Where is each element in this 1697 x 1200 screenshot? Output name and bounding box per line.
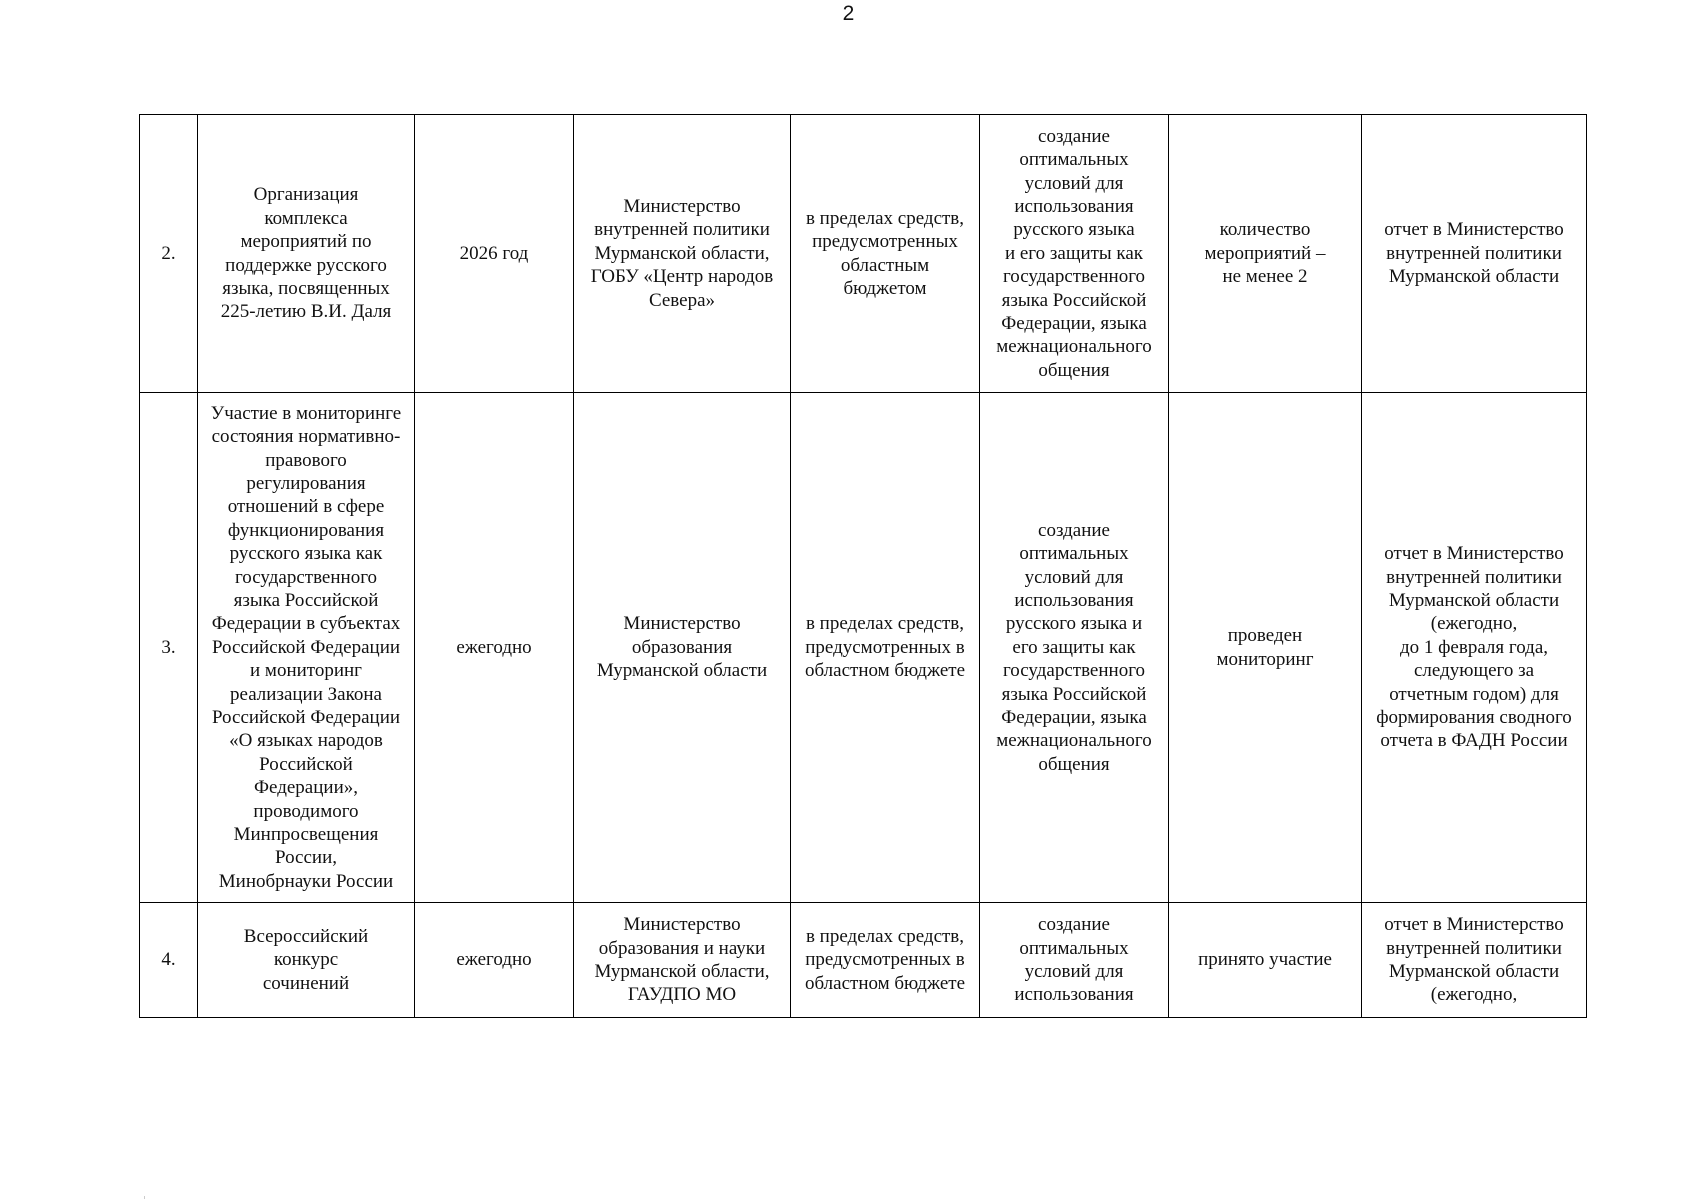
cell-report-form: отчет в Министерство внутренней политики Мурманской области (ежегодно,: [1362, 903, 1587, 1018]
cell-expected-result: создание оптимальных условий для использования русского языка и его защиты как государственного языка Российской Федерации, языка межнационального общения: [980, 115, 1169, 393]
cell-term: 2026 год: [415, 115, 574, 393]
cell-executor: Министерство образования Мурманской области: [574, 393, 791, 903]
cell-number: 3.: [140, 393, 198, 903]
cell-event-name: Участие в мониторинге состояния нормативно- правового регулирования отношений в сфере функционирования русского языка как государственного языка Российской Федерации в субъектах Российской Федерации и мониторинг реализации Закона Российской Федерации «О языках народов Российской Федерации», проводимого Минпросвещения России, Минобрнауки России: [198, 393, 415, 903]
cell-expected-result: создание оптимальных условий для использования: [980, 903, 1169, 1018]
cell-term: ежегодно: [415, 903, 574, 1018]
cell-executor: Министерство образования и науки Мурманской области, ГАУДПО МО: [574, 903, 791, 1018]
cell-report-form: отчет в Министерство внутренней политики Мурманской области (ежегодно, до 1 февраля года, следующего за отчетным годом) для формирования сводного отчета в ФАДН России: [1362, 393, 1587, 903]
scan-mark: [144, 1196, 145, 1199]
page-number: 2: [842, 2, 855, 25]
cell-financing: в пределах средств, предусмотренных в областном бюджете: [791, 903, 980, 1018]
cell-number: 4.: [140, 903, 198, 1018]
cell-number: 2.: [140, 115, 198, 393]
cell-executor: Министерство внутренней политики Мурманской области, ГОБУ «Центр народов Севера»: [574, 115, 791, 393]
cell-term: ежегодно: [415, 393, 574, 903]
cell-event-name: Всероссийский конкурс сочинений: [198, 903, 415, 1018]
cell-financing: в пределах средств, предусмотренных в областном бюджете: [791, 393, 980, 903]
table-row: [140, 393, 1587, 903]
cell-indicator: принято участие: [1169, 903, 1362, 1018]
cell-indicator: проведен мониторинг: [1169, 393, 1362, 903]
cell-report-form: отчет в Министерство внутренней политики Мурманской области: [1362, 115, 1587, 393]
cell-expected-result: создание оптимальных условий для использования русского языка и его защиты как государственного языка Российской Федерации, языка межнационального общения: [980, 393, 1169, 903]
table-row: [140, 115, 1587, 393]
cell-financing: в пределах средств, предусмотренных областным бюджетом: [791, 115, 980, 393]
cell-indicator: количество мероприятий – не менее 2: [1169, 115, 1362, 393]
table-row: [140, 903, 1587, 1018]
action-plan-table: [139, 114, 1587, 1018]
cell-event-name: Организация комплекса мероприятий по поддержке русского языка, посвященных 225-летию В.И. Даля: [198, 115, 415, 393]
